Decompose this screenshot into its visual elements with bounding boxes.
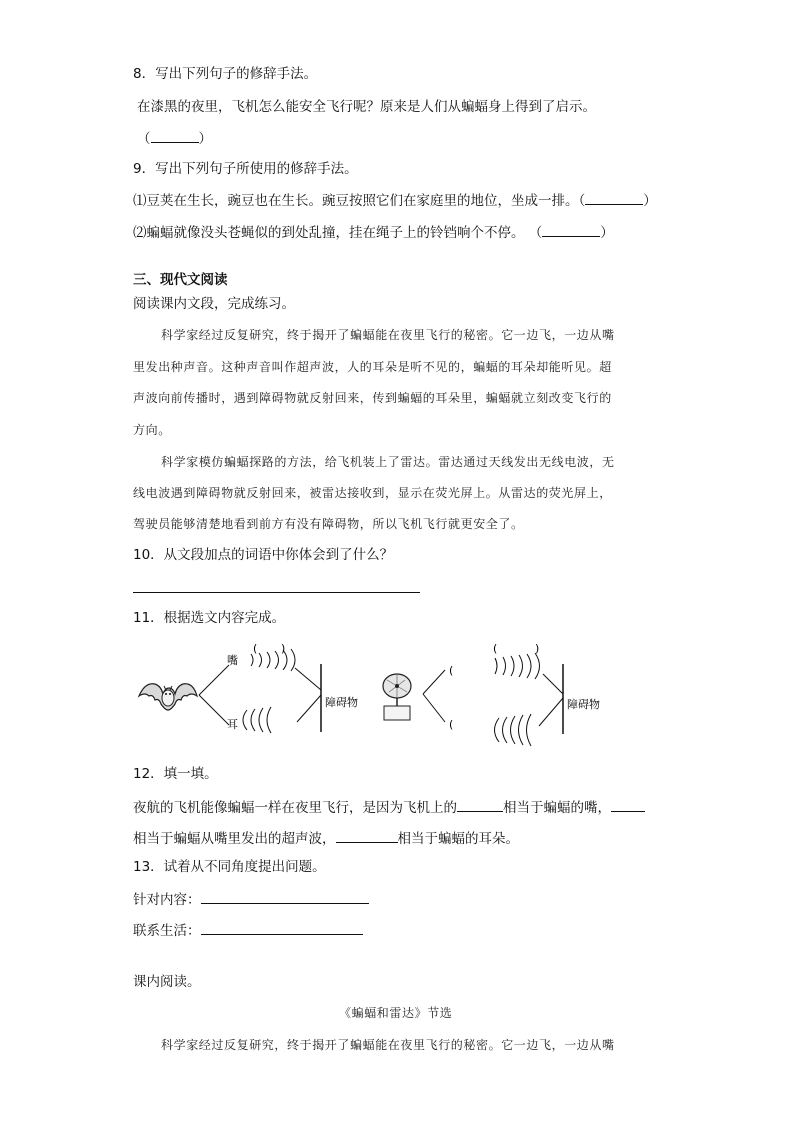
bat-arrow-up (199, 665, 229, 695)
radar-dish-icon (383, 674, 411, 720)
q13-label-content: 针对内容： (133, 892, 201, 908)
para1-line: 科学家经过反复研究，终于揭开了蝙蝠能在夜里飞行的秘密。它一边飞，一边从嘴 (161, 328, 615, 342)
q9-s1-close: ） (643, 193, 657, 209)
q9-s2-close: ） (600, 225, 614, 241)
blank-paren-left: ) (281, 642, 286, 655)
reading2-title: 《蝙蝠和雷达》节选 (339, 1006, 453, 1020)
bat-return-waves (243, 707, 271, 733)
radar-outgoing-waves (495, 653, 540, 679)
radar-return-waves (495, 714, 532, 746)
q12-title: 12．填一填。 (133, 766, 218, 782)
q13-label-life: 联系生活： (133, 923, 201, 939)
q13-content-blank[interactable] (201, 889, 369, 904)
q13-life-row (133, 920, 363, 941)
radar-blank-paren: ( (449, 718, 454, 731)
para2-line: 线电波遇到障碍物就反射回来，被雷达接收到，显示在荧光屏上。从雷达的荧光屏上， (133, 486, 612, 500)
q12-text: 相当于蝙蝠的嘴， (503, 800, 611, 816)
q9-s2-blank[interactable] (542, 222, 600, 237)
q9-s1-text: ⑴豆荚在生长，豌豆也在生长。豌豆按照它们在家庭里的地位，坐成一排。（ (133, 193, 586, 209)
bat-outgoing-waves (251, 649, 295, 671)
q11-diagram (135, 640, 655, 750)
q12-blank-1[interactable] (457, 797, 503, 812)
q12-line-1 (133, 797, 645, 818)
q13-content-row (133, 889, 369, 910)
q10-answer-line[interactable] (133, 592, 420, 593)
reading2-line: 科学家经过反复研究，终于揭开了蝙蝠能在夜里飞行的秘密。它一边飞，一边从嘴 (161, 1038, 615, 1052)
section-intro: 阅读课内文段，完成练习。 (133, 296, 295, 312)
para1-line: 声波向前传播时，遇到障碍物就反射回来，传到蝙蝠的耳朵里，蝙蝠就立刻改变飞行的 (133, 391, 612, 405)
label-obstacle-right: 障碍物 (567, 698, 600, 711)
radar-blank-paren: ( (449, 664, 454, 677)
q12-line-2 (133, 828, 519, 849)
para1-line: 里发出种声音。这种声音叫作超声波，人的耳朵是听不见的，蝙蝠的耳朵却能听见。超 (133, 360, 612, 374)
q8-paren-close: ） (198, 131, 212, 147)
q12-text: 相当于蝙蝠从嘴里发出的超声波， (133, 831, 336, 847)
q12-text: 相当于蝙蝠的耳朵。 (397, 831, 519, 847)
para2-line: 科学家模仿蝙蝠探路的方法，给飞机装上了雷达。雷达通过天线发出无线电波，无 (161, 455, 615, 469)
q12-blank-2[interactable] (611, 797, 645, 812)
q12-text: 夜航的飞机能像蝙蝠一样在夜里飞行，是因为飞机上的 (133, 800, 457, 816)
para2-line: 驾驶员能够清楚地看到前方有没有障碍物，所以飞机飞行就更安全了。 (133, 517, 524, 531)
section-heading: 三、现代文阅读 (133, 272, 228, 288)
q8-sentence: 在漆黑的夜里，飞机怎么能安全飞行呢？原来是人们从蝙蝠身上得到了启示。 (137, 99, 596, 115)
q11-title: 11．根据选文内容完成。 (133, 610, 286, 626)
q10-title: 10．从文段加点的词语中你体会到了什么？ (133, 547, 394, 563)
q9-title: 9．写出下列句子所使用的修辞手法。 (133, 161, 358, 177)
q9-s1-blank[interactable] (585, 190, 643, 205)
blank-paren-left: ( (253, 642, 258, 655)
q8-answer-blank[interactable] (151, 128, 199, 143)
radar-top-paren: ( (493, 642, 498, 655)
label-mouth: 嘴 (227, 654, 238, 667)
reading2-intro: 课内阅读。 (133, 974, 201, 990)
bat-arrow-down (199, 695, 229, 725)
para1-line: 方向。 (133, 423, 171, 437)
label-obstacle-left: 障碍物 (325, 696, 358, 709)
q8-paren-open: （ (137, 131, 151, 147)
q12-blank-3[interactable] (336, 828, 398, 843)
bat-icon (139, 684, 197, 710)
q9-sentence-2 (133, 222, 614, 243)
q9-sentence-1 (133, 190, 657, 211)
label-ear: 耳 (227, 718, 238, 731)
radar-top-paren: ) (535, 642, 540, 655)
q13-life-blank[interactable] (201, 920, 363, 935)
q13-title: 13．试着从不同角度提出问题。 (133, 859, 326, 875)
q8-title: 8．写出下列句子的修辞手法。 (133, 66, 318, 82)
q9-s2-text: ⑵蝙蝠就像没头苍蝇似的到处乱撞，挂在绳子上的铃铛响个不停。 （ (133, 225, 543, 241)
q8-answer (137, 128, 212, 149)
